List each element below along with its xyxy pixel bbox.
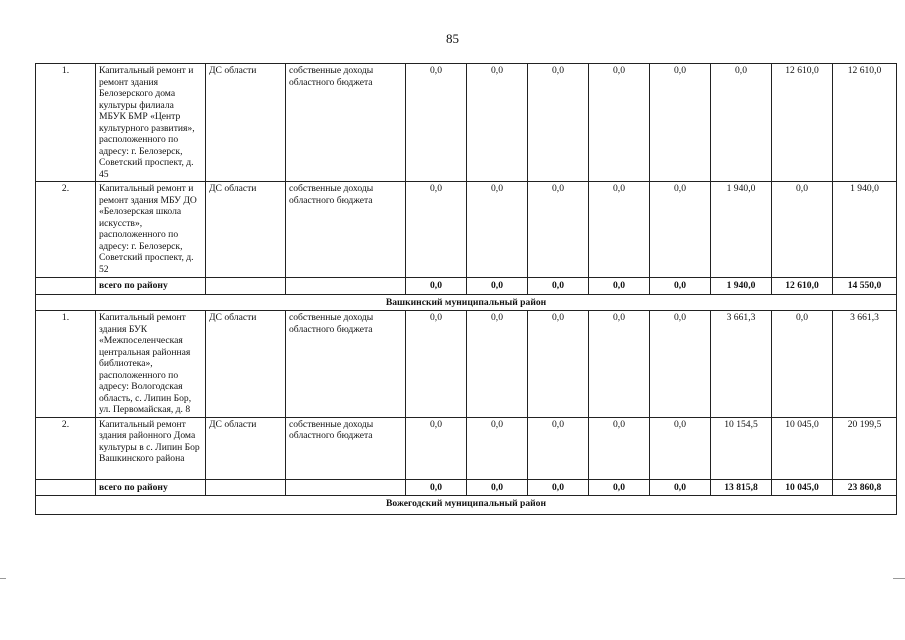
funding-cell: собственные доходы областного бюджета (286, 182, 406, 278)
total-value-cell: 0,0 (467, 278, 528, 295)
value-cell: 3 661,3 (711, 311, 772, 418)
value-cell: 12 610,0 (833, 64, 897, 182)
row-number-cell: 2. (36, 182, 96, 278)
value-cell: 0,0 (711, 64, 772, 182)
total-label: всего по району (96, 479, 206, 496)
table-row (36, 417, 897, 479)
funding-cell: собственные доходы областного бюджета (286, 311, 406, 418)
row-number-cell: 2. (36, 417, 96, 479)
value-cell: 0,0 (650, 417, 711, 479)
total-value-cell: 0,0 (589, 278, 650, 295)
value-cell: 0,0 (589, 64, 650, 182)
value-cell: 0,0 (467, 182, 528, 278)
value-cell: 10 154,5 (711, 417, 772, 479)
object-name-cell: Капитальный ремонт и ремонт здания МБУ ДО «Белозерская школа искусств», расположенного по адресу: г. Белозерск, Советский проспект, д. 52 (96, 182, 206, 278)
value-cell: 20 199,5 (833, 417, 897, 479)
value-cell: 3 661,3 (833, 311, 897, 418)
value-cell: 0,0 (467, 417, 528, 479)
total-row (36, 479, 897, 496)
page-edge-mark-left (0, 578, 6, 579)
source-cell: ДС области (206, 311, 286, 418)
empty-cell (286, 278, 406, 295)
total-value-cell: 10 045,0 (772, 479, 833, 496)
total-value-cell: 0,0 (528, 278, 589, 295)
value-cell: 0,0 (467, 64, 528, 182)
total-value-cell: 13 815,8 (711, 479, 772, 496)
total-value-cell: 12 610,0 (772, 278, 833, 295)
page-number: 85 (446, 31, 459, 46)
section-title: Вожегодский муниципальный район (36, 496, 897, 515)
value-cell: 0,0 (528, 417, 589, 479)
value-cell: 0,0 (589, 311, 650, 418)
value-cell: 0,0 (528, 311, 589, 418)
total-label: всего по району (96, 278, 206, 295)
total-value-cell: 0,0 (650, 479, 711, 496)
table-row (36, 64, 897, 182)
value-cell: 0,0 (406, 417, 467, 479)
value-cell: 0,0 (650, 182, 711, 278)
empty-cell (206, 278, 286, 295)
total-value-cell: 14 550,0 (833, 278, 897, 295)
funding-cell: собственные доходы областного бюджета (286, 64, 406, 182)
value-cell: 0,0 (467, 311, 528, 418)
object-name-cell: Капитальный ремонт здания БУК «Межпоселенческая центральная районная библиотека», расположенного по адресу: Вологодская область, с. Липин Бор, ул. Первомайская, д. 8 (96, 311, 206, 418)
value-cell: 0,0 (406, 64, 467, 182)
value-cell: 0,0 (589, 417, 650, 479)
empty-cell (206, 479, 286, 496)
value-cell: 12 610,0 (772, 64, 833, 182)
row-number-cell: 1. (36, 64, 96, 182)
value-cell: 0,0 (650, 311, 711, 418)
total-value-cell: 0,0 (406, 479, 467, 496)
source-cell: ДС области (206, 182, 286, 278)
value-cell: 0,0 (406, 182, 467, 278)
empty-cell (36, 479, 96, 496)
table-row (36, 182, 897, 278)
total-value-cell: 0,0 (528, 479, 589, 496)
section-header-row (36, 294, 897, 311)
table-row (36, 311, 897, 418)
empty-cell (36, 278, 96, 295)
value-cell: 1 940,0 (711, 182, 772, 278)
total-value-cell: 23 860,8 (833, 479, 897, 496)
value-cell: 1 940,0 (833, 182, 897, 278)
funding-cell: собственные доходы областного бюджета (286, 417, 406, 479)
total-value-cell: 1 940,0 (711, 278, 772, 295)
value-cell: 0,0 (772, 182, 833, 278)
source-cell: ДС области (206, 417, 286, 479)
total-value-cell: 0,0 (467, 479, 528, 496)
total-value-cell: 0,0 (589, 479, 650, 496)
value-cell: 0,0 (589, 182, 650, 278)
object-name-cell: Капитальный ремонт здания районного Дома культуры в с. Липин Бор Вашкинского района (96, 417, 206, 479)
table-body (36, 64, 897, 515)
row-number-cell: 1. (36, 311, 96, 418)
object-name-cell: Капитальный ремонт и ремонт здания Белозерского дома культуры филиала МБУК БМР «Центр культурного развития», расположенного по адресу: г. Белозерск, Советский проспект, д. 45 (96, 64, 206, 182)
source-cell: ДС области (206, 64, 286, 182)
total-value-cell: 0,0 (650, 278, 711, 295)
empty-cell (286, 479, 406, 496)
total-value-cell: 0,0 (406, 278, 467, 295)
value-cell: 0,0 (528, 64, 589, 182)
value-cell: 0,0 (772, 311, 833, 418)
value-cell: 0,0 (406, 311, 467, 418)
page-edge-mark-right (893, 578, 905, 579)
budget-table (35, 63, 897, 515)
total-row (36, 278, 897, 295)
value-cell: 0,0 (650, 64, 711, 182)
value-cell: 10 045,0 (772, 417, 833, 479)
section-header-row (36, 496, 897, 515)
value-cell: 0,0 (528, 182, 589, 278)
section-title: Вашкинский муниципальный район (36, 294, 897, 311)
